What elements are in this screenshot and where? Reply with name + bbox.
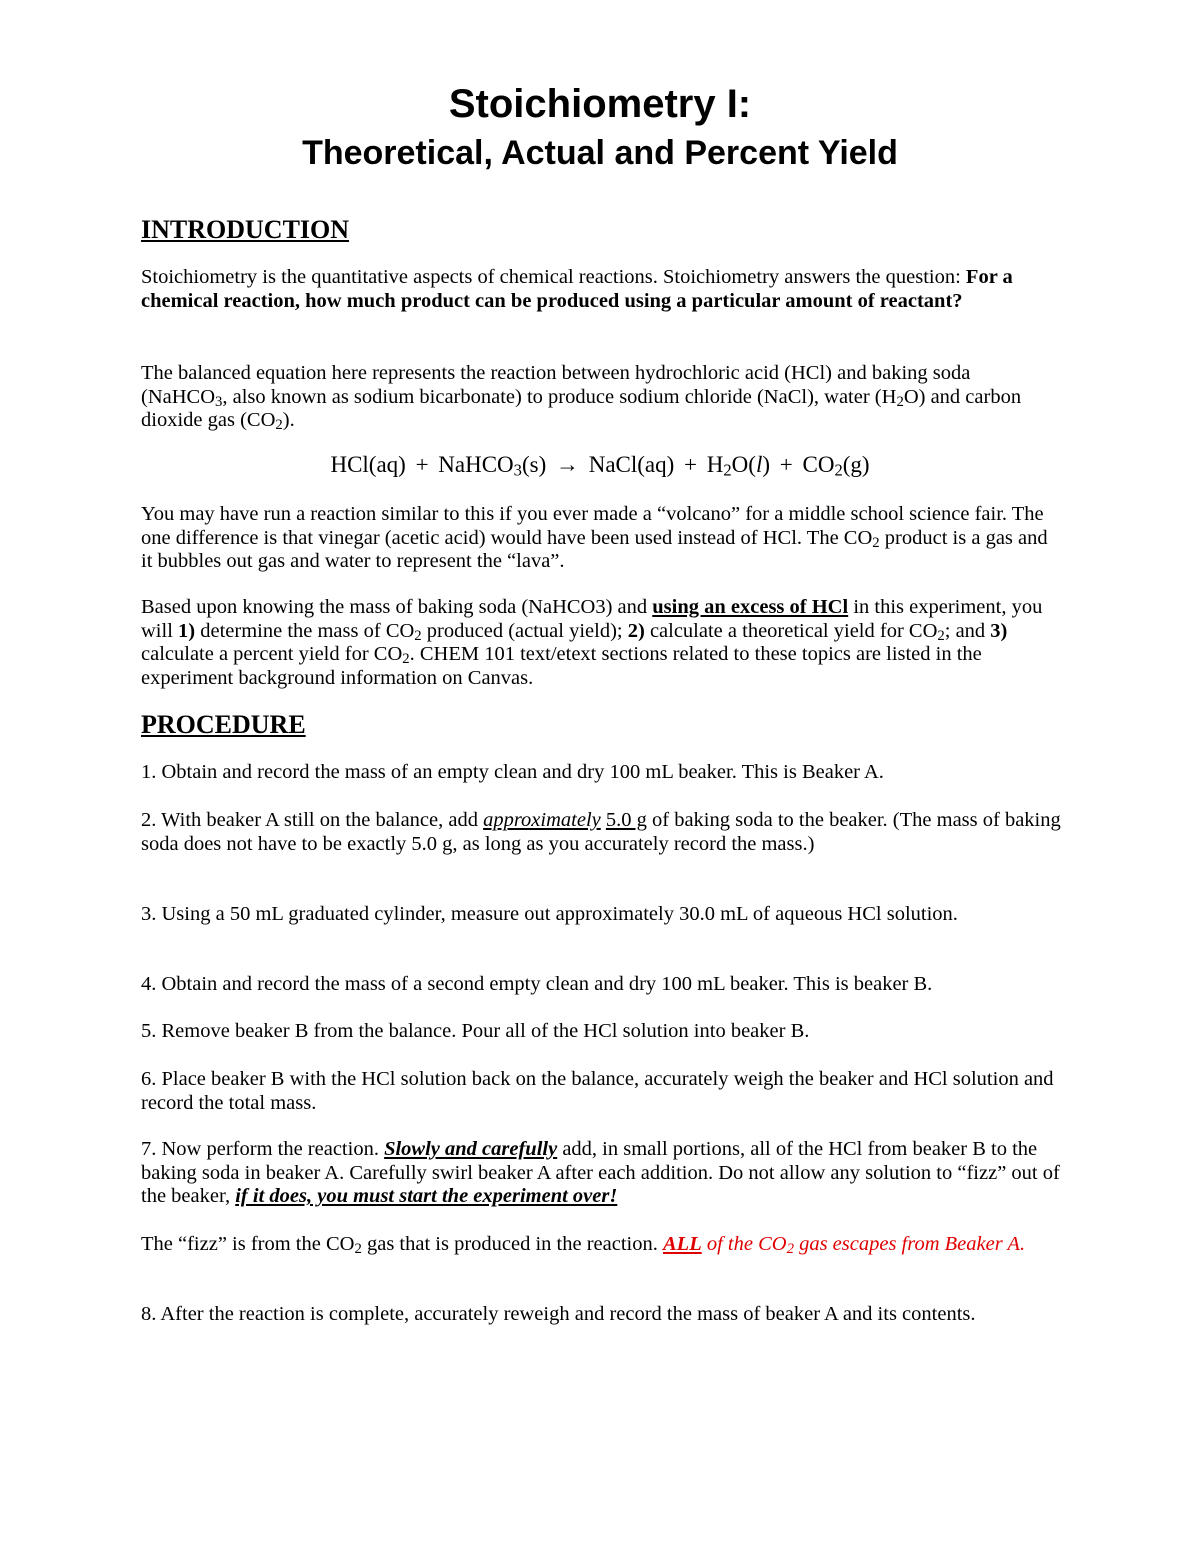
page-subtitle: Theoretical, Actual and Percent Yield [302, 134, 898, 172]
procedure-step-1: 1. Obtain and record the mass of an empty clean and dry 100 mL beaker. This is Beaker A. [141, 761, 884, 783]
approximately-emphasis: approximately [483, 809, 601, 831]
intro-paragraph-1: Stoichiometry is the quantitative aspects of chemical reactions. Stoichiometry answers the question: For a chemical reaction, how much product can be produced using a particular amount of reactant? [141, 266, 1013, 312]
procedure-step-6: 6. Place beaker B with the HCl solution back on the balance, accurately weigh the beaker and HCl solution and record the total mass. [141, 1068, 1054, 1114]
key-question: For a chemical reaction, how much product can be produced using a particular amount of reactant? [141, 266, 1013, 312]
procedure-step-2: 2. With beaker A still on the balance, add approximately 5.0 g of baking soda to the beaker. (The mass of baking soda does not have to be exactly 5.0 g, as long as you accurately record the mass.) [141, 809, 1061, 855]
intro-paragraph-4: Based upon knowing the mass of baking soda (NaHCO3) and using an excess of HCl in this experiment, you will 1) determine the mass of $CO_2$ produced (actual yield); 2) calculate a theoretical yield for $CO_2$; and 3) calculate a percent yield for $CO_2$. CHEM 101 text/etext sections related to these topics are listed in the experiment background information on Canvas. [141, 596, 1043, 689]
introduction-heading: INTRODUCTION [141, 215, 350, 244]
all-emphasis: ALL [663, 1233, 702, 1255]
procedure-heading: PROCEDURE [141, 710, 306, 739]
intro-paragraph-2: The balanced equation here represents the reaction between hydrochloric acid (HCl) and baking soda (NaHCO$_3$, also known as sodium bicarbonate) to produce sodium chloride (NaCl), water $(H_2O)$ and carbon dioxide gas $(CO_2)$. [141, 362, 1022, 434]
procedure-step-4: 4. Obtain and record the mass of a second empty clean and dry 100 mL beaker. This is beaker B. [141, 973, 933, 995]
procedure-step-7: 7. Now perform the reaction. Slowly and carefully add, in small portions, all of the HCl from beaker B to the baking soda in beaker A. Carefully swirl beaker A after each addition. Do not allow any solution to “fizz” out of the beaker, if it does, you must start the experiment over! [141, 1138, 1060, 1208]
fizz-note: The “fizz” is from the $CO_2$ gas that is produced in the reaction. ALL of the $CO_2$ gas escapes from Beaker A. [141, 1233, 1026, 1258]
excess-hcl-emphasis: using an excess of HCl [652, 596, 849, 618]
procedure-step-3: 3. Using a 50 mL graduated cylinder, measure out approximately 30.0 mL of aqueous HCl solution. [141, 903, 958, 925]
page-title: Stoichiometry I: [448, 82, 752, 126]
procedure-step-8: 8. After the reaction is complete, accurately reweigh and record the mass of beaker A and its contents. [141, 1303, 976, 1325]
restart-warning: if it does, you must start the experiment over! [235, 1185, 618, 1208]
intro-paragraph-3: You may have run a reaction similar to this if you ever made a “volcano” for a middle school science fair. The one difference is that vinegar (acetic acid) would have been used instead of HCl. The $CO_2$ product is a gas and it bubbles out gas and water to represent the “lava”. [141, 503, 1048, 573]
slowly-carefully-emphasis: Slowly and carefully [384, 1138, 558, 1160]
procedure-step-5: 5. Remove beaker B from the balance. Pour all of the HCl solution into beaker B. [141, 1020, 810, 1042]
balanced-equation: HCl(aq) + NaHCO$_3$(s) → NaCl(aq) + $H_2O(l) + CO_2(g)$ [330, 452, 870, 480]
